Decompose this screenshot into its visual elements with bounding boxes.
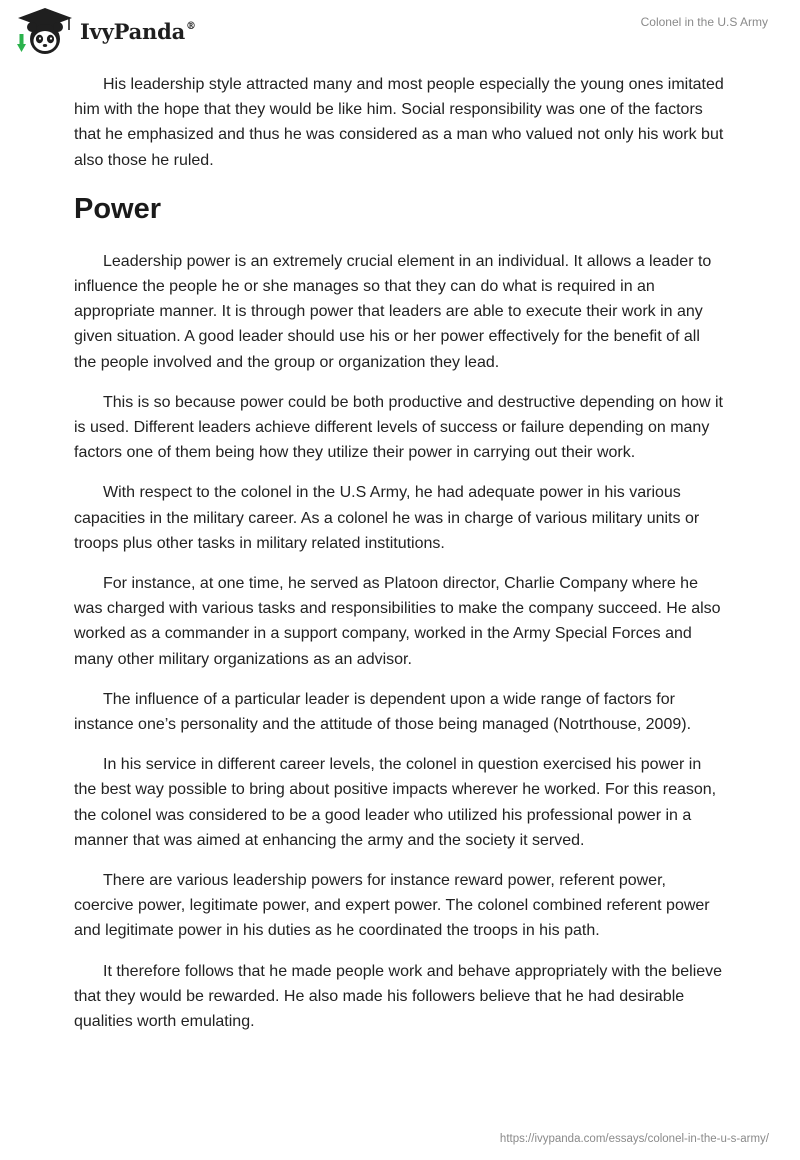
essay-content	[74, 72, 724, 1049]
paragraph: It therefore follows that he made people work and behave appropriately with the believe that they would be rewarded. He also made his followers believe that he had desirable qualities worth emulating.	[74, 962, 723, 1031]
paragraph: There are various leadership powers for instance reward power, referent power, coercive power, legitimate power, and expert power. The colonel combined referent power and legitimate power in his duties as he coordinated the troops in his path.	[74, 872, 710, 940]
panda-graduate-icon[interactable]	[14, 6, 76, 56]
intro-paragraph: His leadership style attracted many and most people especially the young ones imitated him with the hope that they would be like him. Social responsibility was one of the factors that he emphasized and thus he was considered as a man who valued not only his work but also those he ruled.	[74, 76, 724, 169]
document-title: Colonel in the U.S Army	[640, 15, 768, 29]
paragraph: In his service in different career levels, the colonel in question exercised his power in the best way possible to bring about positive impacts wherever he worked. For this reason, the colonel was considered to be a good leader who utilized his professional power in a manner that was aimed at enhancing the army and the society it served.	[74, 756, 717, 849]
source-url[interactable]: https://ivypanda.com/essays/colonel-in-the-u-s-army/	[499, 1133, 769, 1145]
registered-mark: ®	[186, 21, 196, 32]
brand-text: IvyPanda	[80, 19, 186, 44]
paragraph: Leadership power is an extremely crucial element in an individual. It allows a leader to influence the people he or she manages so that they can do what is required in an appropriate manner. It is through power that leaders are able to execute their work in any given situation. A good leader should use his or her power effectively for the benefit of all the people involved and the group or organization they lead.	[74, 252, 712, 371]
section-heading-power: Power	[74, 192, 162, 225]
page-header	[0, 0, 800, 64]
paragraph: The influence of a particular leader is dependent upon a wide range of factors for instance one’s personality and the attitude of those being managed (Notrthouse, 2009).	[74, 690, 692, 734]
paragraph: This is so because power could be both productive and destructive depending on how it is used. Different leaders achieve different levels of success or failure depending on many factors one of them being how they utilize their power in carrying out their work.	[74, 393, 723, 462]
brand-name[interactable]	[80, 19, 196, 44]
paragraph: For instance, at one time, he served as Platoon director, Charlie Company where he was charged with various tasks and responsibilities to make the company succeed. He also worked as a commander in a support company, worked in the Army Special Forces and many other military organizations as an advisor.	[74, 575, 721, 668]
paragraph: With respect to the colonel in the U.S Army, he had adequate power in his various capacities in the military career. As a colonel he was in charge of various military units or troops plus other tasks in military related institutions.	[74, 484, 700, 552]
